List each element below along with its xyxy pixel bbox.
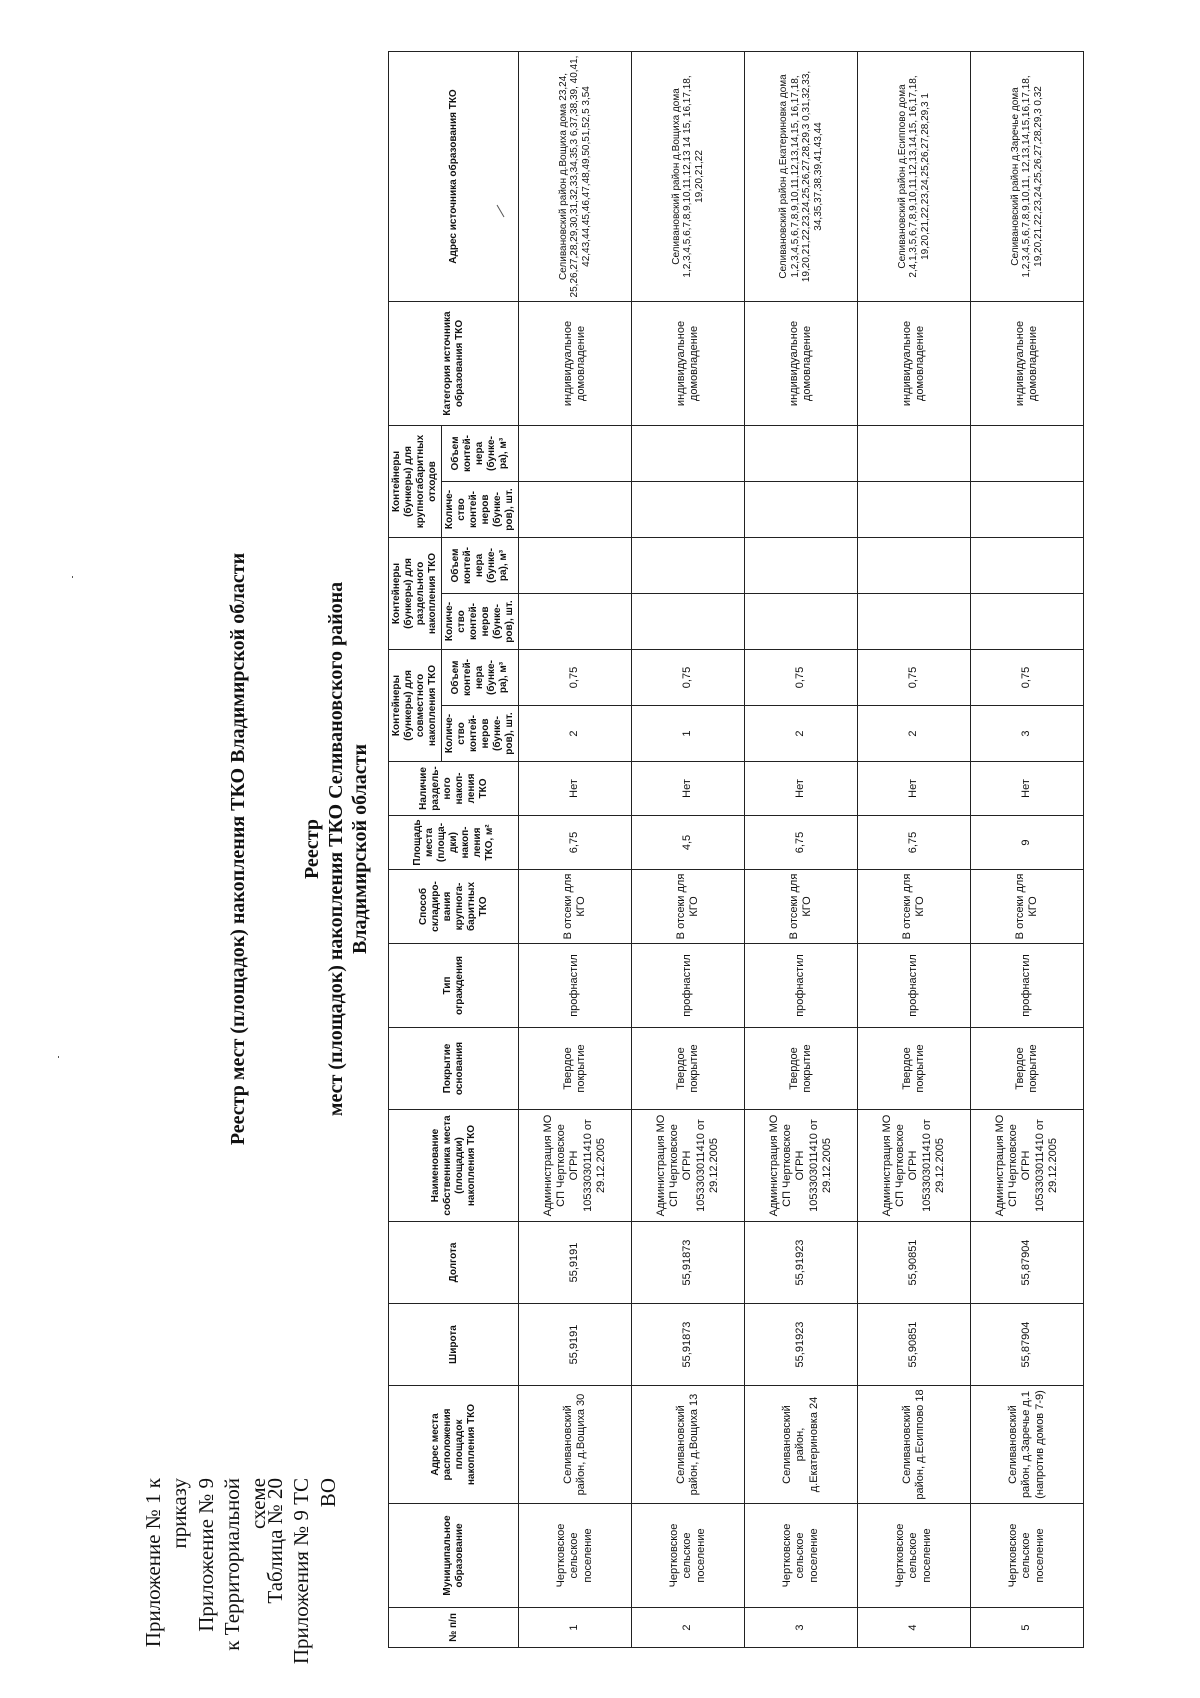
cell-latitude: 55,9191 [519, 1304, 632, 1386]
cell-num: 5 [971, 1608, 1084, 1648]
cell-kgo-volume [745, 425, 858, 481]
cell-latitude: 55,91873 [632, 1304, 745, 1386]
cell-sep-count [971, 594, 1084, 650]
cell-bulky: В отсеки для КГО [745, 870, 858, 944]
cell-surface: Твердое покрытие [971, 1028, 1084, 1110]
cell-owner: Администрация МО СП Чертковское ОГРН 1053303011410 от 29.12.2005 [858, 1110, 971, 1222]
col-area-header: Площадь места (площадки) накопления ТКО, м² [389, 816, 519, 870]
cell-kgo-volume [519, 425, 632, 481]
cell-municipality: Чертковское сельское поселение [632, 1504, 745, 1608]
cell-owner: Администрация МО СП Чертковское ОГРН 1053303011410 от 29.12.2005 [632, 1110, 745, 1222]
table-number-line: Приложения № 9 ТС ВО [289, 1478, 340, 1665]
cell-joint-volume: 0,75 [745, 650, 858, 706]
cell-longitude: 55,9191 [519, 1222, 632, 1304]
cell-kgo-count [971, 482, 1084, 538]
registry-table [388, 51, 1084, 1648]
cell-category: индивидуальное домовладение [632, 301, 745, 425]
col-kgo-count-header: Количество контейнеров (бункеров), шт. [442, 482, 519, 538]
cell-source: Селивановский район д.Екатериновка дома 1,2,3,4,5,6,7,8,9,10,11,12,13,14,15, 16,17,18, 19,20,21,22,23,24,25,26,27,28,29,3 0,31,32,33, 34,35,37,38,39,41,43,44 [745, 51, 858, 301]
col-latitude-header: Широта [389, 1304, 519, 1386]
cell-kgo-volume [858, 425, 971, 481]
col-kgo-volume-header: Объем контейнера (бункера), м³ [442, 425, 519, 481]
group-separate-header: Контейнеры (бункеры) для раздельного накопления ТКО [389, 538, 442, 650]
cell-joint-volume: 0,75 [519, 650, 632, 706]
appendix-header [140, 1478, 271, 1698]
cell-kgo-volume [971, 425, 1084, 481]
table-row [519, 51, 632, 1647]
document-title: Реестр мест (площадок) накопления ТКО Владимирской области [227, 552, 249, 1146]
cell-latitude: 55,90851 [858, 1304, 971, 1386]
cell-sep-volume [971, 538, 1084, 594]
appendix-line: к Территориальной схеме [219, 1478, 270, 1651]
scan-speck [58, 1056, 59, 1058]
cell-address: Селивановский район, д.Есиппово 18 [858, 1386, 971, 1504]
cell-fence: профнастил [858, 944, 971, 1028]
table-row [632, 51, 745, 1647]
cell-joint-count: 3 [971, 706, 1084, 762]
cell-surface: Твердое покрытие [519, 1028, 632, 1110]
registry-title [300, 0, 372, 1698]
cell-category: индивидуальное домовладение [519, 301, 632, 425]
cell-address: Селивановский район, д.Вощиха 30 [519, 1386, 632, 1504]
cell-latitude: 55,91923 [745, 1304, 858, 1386]
cell-bulky: В отсеки для КГО [632, 870, 745, 944]
cell-joint-count: 2 [858, 706, 971, 762]
registry-title-line: Реестр [301, 818, 323, 880]
cell-municipality: Чертковское сельское поселение [858, 1504, 971, 1608]
cell-category: индивидуальное домовладение [971, 301, 1084, 425]
col-category-header: Категория источника образования ТКО [389, 301, 519, 425]
cell-owner: Администрация МО СП Чертковское ОГРН 1053303011410 от 29.12.2005 [971, 1110, 1084, 1222]
cell-area: 6,75 [745, 816, 858, 870]
col-sep-count-header: Количество контейнеров (бункеров), шт. [442, 594, 519, 650]
cell-source: Селивановский район д.Заречье дома 1,2,3,4,5,6,7,8,9,10,11, 12,13,14,15,16,17,18, 19,20,21,22,23,24,25,26,27,28,29,3 0,32 [971, 51, 1084, 301]
table-header-row [389, 51, 442, 1647]
cell-kgo-count [632, 482, 745, 538]
col-fence-header: Тип ограждения [389, 944, 519, 1028]
cell-bulky: В отсеки для КГО [858, 870, 971, 944]
cell-fence: профнастил [519, 944, 632, 1028]
cell-joint-volume: 0,75 [971, 650, 1084, 706]
cell-joint-volume: 0,75 [632, 650, 745, 706]
col-owner-header: Наименование собственника места (площадки) накопления ТКО [389, 1110, 519, 1222]
table-row [745, 51, 858, 1647]
cell-source: Селивановский район д.Вощиха дома 23,24, 25,26,27,28,29,30,31,32,33,34,35,3 6,37,38,39, 40,41, 42,43,44,45,46,47,48,49,50,51,52,5 3,54 [519, 51, 632, 301]
cell-surface: Твердое покрытие [745, 1028, 858, 1110]
cell-fence: профнастил [745, 944, 858, 1028]
cell-separate: Нет [858, 762, 971, 816]
cell-longitude: 55,90851 [858, 1222, 971, 1304]
cell-area: 9 [971, 816, 1084, 870]
cell-sep-volume [858, 538, 971, 594]
cell-bulky: В отсеки для КГО [519, 870, 632, 944]
cell-category: индивидуальное домовладение [745, 301, 858, 425]
cell-source: Селивановский район д.Вощиха дома 1,2,3,4,5,6,7,8,9,10,11,12,13 14 15, 16,17,18, 19,20,21,22 [632, 51, 745, 301]
cell-fence: профнастил [971, 944, 1084, 1028]
cell-sep-volume [519, 538, 632, 594]
cell-source: Селивановский район д.Есиппово дома 2,4,1,3,5,6,7,8,9,10,11,12,13,14,15, 16,17,18, 19,20,21,22,23,24,25,26,27,28,29,3 1 [858, 51, 971, 301]
cell-latitude: 55,87904 [971, 1304, 1084, 1386]
cell-category: индивидуальное домовладение [858, 301, 971, 425]
cell-municipality: Чертковское сельское поселение [745, 1504, 858, 1608]
cell-sep-volume [632, 538, 745, 594]
table-row [858, 51, 971, 1647]
table-row [971, 51, 1084, 1647]
cell-address: Селивановский район, д.Вощиха 13 [632, 1386, 745, 1504]
cell-kgo-count [745, 482, 858, 538]
cell-bulky: В отсеки для КГО [971, 870, 1084, 944]
col-municipality-header: Муниципальное образование [389, 1504, 519, 1608]
table-body [519, 51, 1084, 1647]
cell-address: Селивановский район, д.Екатериновка 24 [745, 1386, 858, 1504]
cell-separate: Нет [632, 762, 745, 816]
col-longitude-header: Долгота [389, 1222, 519, 1304]
cell-joint-count: 1 [632, 706, 745, 762]
cell-num: 2 [632, 1608, 745, 1648]
col-num-header: № п/п [389, 1608, 519, 1648]
appendix-line: Приложение № 1 к приказу [141, 1478, 192, 1648]
group-bulky-header: Контейнеры (бункеры) для крупногабаритных отходов [389, 425, 442, 537]
cell-num: 3 [745, 1608, 858, 1648]
registry-title-line: Владимирской области [349, 743, 371, 955]
registry-title-line: мест (площадок) накопления ТКО Селивановского района [325, 581, 347, 1117]
cell-joint-count: 2 [519, 706, 632, 762]
col-surface-header: Покрытие основания [389, 1028, 519, 1110]
cell-fence: профнастил [632, 944, 745, 1028]
col-separate-header: Наличие раздельного накопления ТКО [389, 762, 519, 816]
cell-sep-count [858, 594, 971, 650]
scan-speck [72, 576, 73, 578]
cell-longitude: 55,91873 [632, 1222, 745, 1304]
cell-longitude: 55,91923 [745, 1222, 858, 1304]
cell-surface: Твердое покрытие [858, 1028, 971, 1110]
cell-municipality: Чертковское сельское поселение [971, 1504, 1084, 1608]
col-address-header: Адрес места расположения площадок накопления ТКО [389, 1386, 519, 1504]
col-joint-volume-header: Объем контейнера (бункера), м³ [442, 650, 519, 706]
cell-separate: Нет [971, 762, 1084, 816]
cell-sep-volume [745, 538, 858, 594]
col-source-header: Адрес источника образования ТКО [389, 51, 519, 301]
col-joint-count-header: Количество контейнеров (бункеров), шт. [442, 706, 519, 762]
cell-sep-count [519, 594, 632, 650]
group-joint-header: Контейнеры (бункеры) для совместного накопления ТКО [389, 650, 442, 762]
cell-area: 6,75 [519, 816, 632, 870]
cell-separate: Нет [745, 762, 858, 816]
appendix-line: Приложение № 9 [193, 1478, 218, 1632]
cell-num: 4 [858, 1608, 971, 1648]
cell-joint-count: 2 [745, 706, 858, 762]
col-bulky-header: Способ складирования крупногабаритных ТКО [389, 870, 519, 944]
cell-surface: Твердое покрытие [632, 1028, 745, 1110]
cell-address: Селивановский район, д.Заречье д.1 (напротив домов 7-9) [971, 1386, 1084, 1504]
cell-area: 4,5 [632, 816, 745, 870]
cell-separate: Нет [519, 762, 632, 816]
cell-kgo-count [858, 482, 971, 538]
cell-area: 6,75 [858, 816, 971, 870]
cell-joint-volume: 0,75 [858, 650, 971, 706]
cell-num: 1 [519, 1608, 632, 1648]
cell-kgo-volume [632, 425, 745, 481]
cell-municipality: Чертковское сельское поселение [519, 1504, 632, 1608]
table-number-line: Таблица № 20 [263, 1478, 287, 1604]
cell-owner: Администрация МО СП Чертковское ОГРН 1053303011410 от 29.12.2005 [519, 1110, 632, 1222]
cell-sep-count [745, 594, 858, 650]
cell-kgo-count [519, 482, 632, 538]
col-sep-volume-header: Объем контейнера (бункера), м³ [442, 538, 519, 594]
cell-longitude: 55,87904 [971, 1222, 1084, 1304]
cell-sep-count [632, 594, 745, 650]
cell-owner: Администрация МО СП Чертковское ОГРН 1053303011410 от 29.12.2005 [745, 1110, 858, 1222]
